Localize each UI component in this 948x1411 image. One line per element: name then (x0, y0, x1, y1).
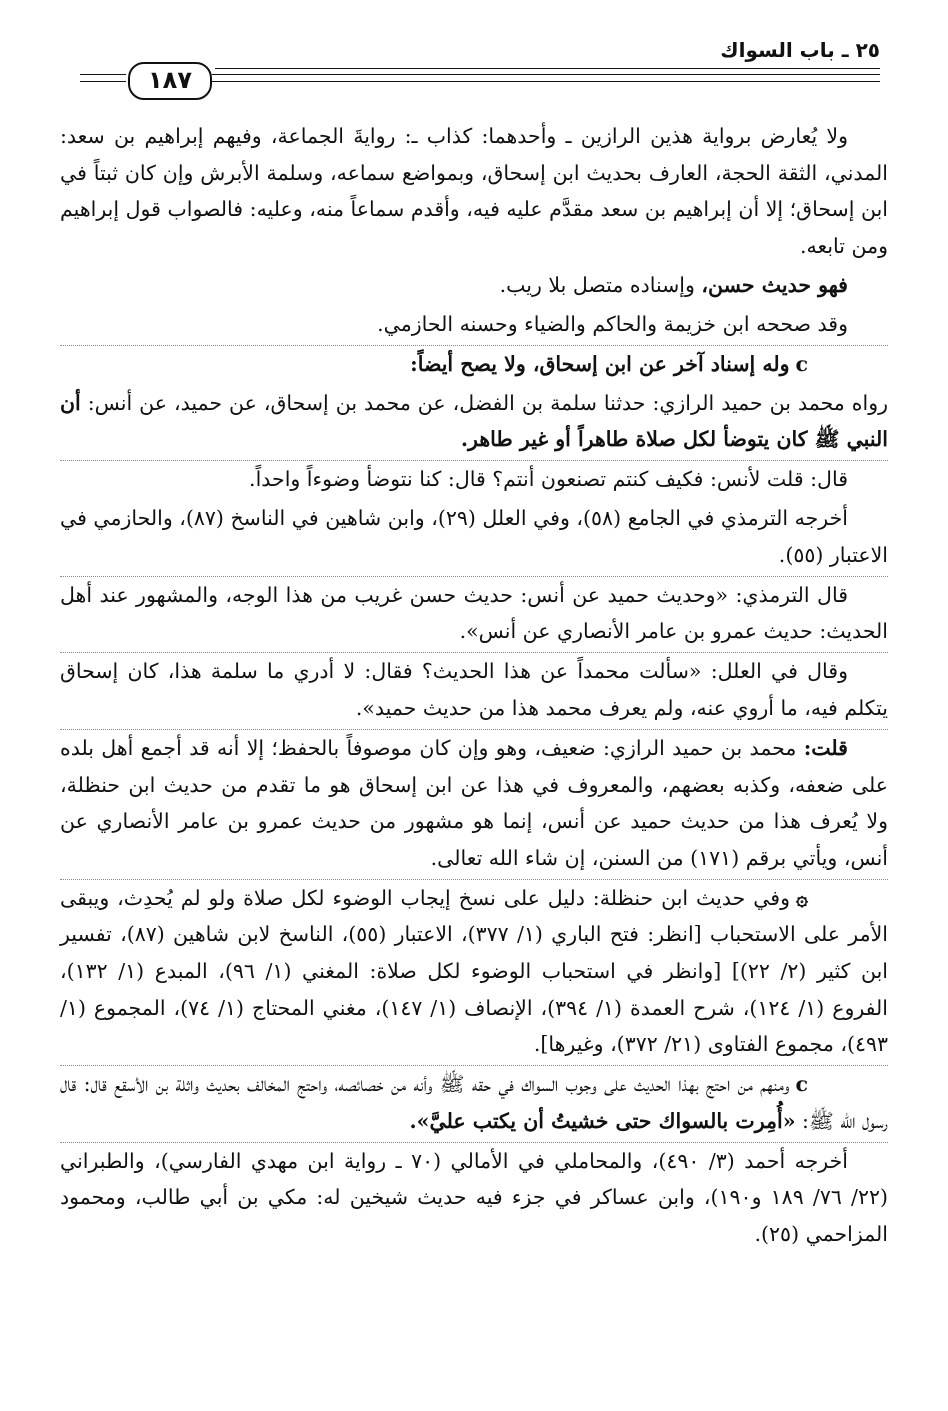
chapter-title: ٢٥ ـ باب السواك (720, 38, 880, 62)
paragraph-text: ومنهم من احتج بهذا الحديث على وجوب السواك في حقه ﷺ وأنه من خصائصه، واحتج المخالف بحديث واثلة بن الأسقع قال: قال رسول الله ﷺ: (60, 1072, 888, 1133)
paragraph-p7 (60, 500, 888, 573)
page-header (80, 30, 880, 110)
paragraph-p1 (60, 118, 888, 264)
paragraph-p3 (60, 306, 888, 343)
paragraph-text: رواه محمد بن حميد الرازي: حدثنا سلمة بن الفضل، عن محمد بن إسحاق، عن حميد، عن أنس: (80, 390, 888, 415)
paragraph-p6 (60, 460, 888, 498)
header-top-rule (215, 68, 880, 69)
paragraph-bold-lead: قلت: (803, 736, 848, 761)
paragraph-text: محمد بن حميد الرازي: ضعيف، وهو وإن كان موصوفاً بالحفظ؛ إلا أنه قد أجمع أهل بلده على ضعفه، وكذبه بعضهم، والمعروف في هذا عن ابن إسحاق هو ما تقدم من حديث ابن حنظلة، ولا يُعرف هذا من حديث حميد عن أنس، إنما هو مشهور من حديث عمرو بن عامر الأنصاري عن أنس، ويأتي برقم (١٧١) من السنن، إن شاء الله تعالى. (60, 736, 888, 870)
paragraph-text: قال: قلت لأنس: فكيف كنتم تصنعون أنتم؟ قال: كنا نتوضأ وضوءاً واحداً. (249, 467, 848, 492)
paragraph-text: ولا يُعارض برواية هذين الرازين ـ وأحدهما: كذاب ـ: روايةَ الجماعة، وفيهم إبراهيم بن سعد: المدني، الثقة الحجة، العارف بحديث ابن إسحاق، وبمواضع سماعه، وسلمة الأبرش وإن كان ثبتاً في ابن إسحاق؛ إلا أن إبراهيم بن سعد مقدَّم عليه فيه، وأقدم سماعاً منه، وعليه: فالصواب قول إبراهيم ومن تابعه. (60, 124, 888, 258)
paragraph-p5 (60, 385, 888, 458)
paragraph-p12 (60, 1065, 888, 1139)
page-number: ١٨٧ (128, 62, 212, 100)
paragraph-text: وقد صححه ابن خزيمة والحاكم والضياء وحسنه الحازمي. (377, 311, 848, 336)
paragraph-p10 (60, 729, 888, 876)
paragraph-bullet: c (795, 351, 808, 376)
paragraph-bullet: ۞ (795, 885, 808, 910)
paragraph-bullet: c (795, 1072, 808, 1097)
header-right-double-rule (212, 74, 880, 82)
paragraph-p8 (60, 576, 888, 650)
paragraph-bold-lead: وله إسناد آخر عن ابن إسحاق، ولا يصح أيضاً: (410, 351, 790, 376)
paragraph-p4 (60, 345, 888, 383)
paragraph-p2 (60, 267, 888, 304)
paragraph-bold-tail: أن النبي ﷺ كان يتوضأ لكل صلاة طاهراً أو غير طاهر. (60, 390, 888, 452)
paragraph-p11 (60, 879, 888, 1063)
paragraph-bold-tail: «أُمِرت بالسواك حتى خشيتُ أن يكتب عليَّ». (409, 1108, 796, 1133)
paragraph-text: وفي حديث ابن حنظلة: دليل على نسخ إيجاب الوضوء لكل صلاة ولو لم يُحدِث، ويبقى الأمر على الاستحباب [انظر: فتح الباري (١/ ٣٧٧)، الاعتبار (٥٥)، الناسخ لابن شاهين (٨٧)، تفسير ابن كثير (٢/ ٢٢)] [وانظر في استحباب الوضوء لكل صلاة: المغني (١/ ٩٦)، المبدع (١/ ١٣٢)، الفروع (١/ ١٢٤)، شرح العمدة (١/ ٣٩٤)، الإنصاف (١/ ١٤٧)، مغني المحتاج (١/ ٧٤)، المجموع (١/ ٤٩٣)، مجموع الفتاوى (٢١/ ٣٧٢)، وغيرها]. (60, 885, 888, 1057)
paragraph-p13 (60, 1142, 888, 1253)
header-left-double-rule (80, 74, 126, 82)
paragraph-text: وقال في العلل: «سألت محمداً عن هذا الحديث؟ فقال: لا أدري ما سلمة هذا، كان إسحاق يتكلم فيه، ما أروي عنه، ولم يعرف محمد هذا من حديث حميد». (60, 659, 888, 721)
paragraph-text: قال الترمذي: «وحديث حميد عن أنس: حديث حسن غريب من هذا الوجه، والمشهور عند أهل الحديث: حديث عمرو بن عامر الأنصاري عن أنس». (60, 582, 888, 644)
document-body (60, 118, 888, 1255)
paragraph-text: أخرجه أحمد (٣/ ٤٩٠)، والمحاملي في الأمالي (٧٠ ـ رواية ابن مهدي الفارسي)، والطبراني (٢٢/ ٧٦/ ١٨٩ و١٩٠)، وابن عساكر في جزء فيه حديث شيخين له: مكي بن أبي طالب، ومحمود المزاحمي (٢٥). (60, 1148, 888, 1246)
paragraph-p9 (60, 652, 888, 726)
paragraph-text: أخرجه الترمذي في الجامع (٥٨)، وفي العلل (٢٩)، وابن شاهين في الناسخ (٨٧)، والحازمي في الاعتبار (٥٥). (60, 506, 888, 567)
paragraph-bold-lead: فهو حديث حسن، (701, 272, 848, 297)
paragraph-text: وإسناده متصل بلا ريب. (499, 272, 702, 297)
